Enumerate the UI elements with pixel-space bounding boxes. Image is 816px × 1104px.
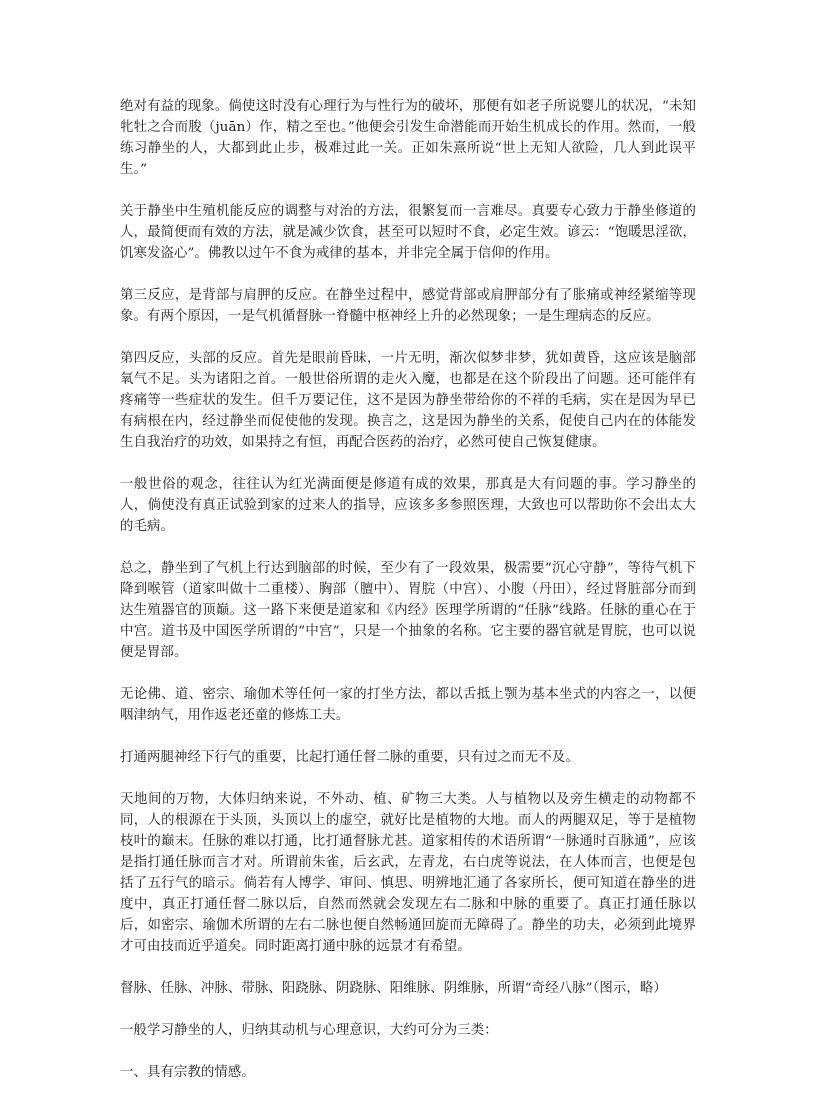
paragraph: 绝对有益的现象。倘使这时没有心理行为与性行为的破坏，那便有如老子所说婴儿的状况，“未知牝牡之合而朘（juān）作，精之至也。”他便会引发生命潜能而开始生机成长的作用。然而，一般练习静坐的人，大都到此止步，极难过此一关。正如朱熹所说“世上无知人欲险，几人到此误平生。” [120, 99, 696, 177]
paragraph: 天地间的万物，大体归纳来说，不外动、植、矿物三大类。人与植物以及旁生横走的动物都不同，人的根源在于头顶，头顶以上的虚空，就好比是植物的大地。而人的两腿双足，等于是植物枝叶的巅末。任脉的难以打通，比打通督脉尤甚。道家相传的术语所谓“一脉通时百脉通”，应该是指打通任脉而言才对。所谓前朱雀，后玄武，左青龙，右白虎等说法，在人体而言，也便是包括了五行气的暗示。倘若有人博学、审问、慎思、明辨地汇通了各家所长，便可知道在静坐的进度中，真正打通任督二脉以后，自然而然就会发现左右二脉和中脉的重要了。真正打通任脉以后，如密宗、瑜伽术所谓的左右二脉也便自然畅通回旋而无障碍了。静坐的功夫，必须到此境界才可由技而近乎道矣。同时距离打通中脉的远景才有希望。 [120, 792, 696, 954]
paragraph: 打通两腿神经下行气的重要，比起打通任督二脉的重要，只有过之而无不及。 [120, 750, 579, 765]
paragraph: 一、具有宗教的情感。 [120, 1065, 255, 1080]
paragraph: 第三反应，是背部与肩胛的反应。在静坐过程中，感觉背部或肩胛部分有了胀痛或神经紧缩等现象。有两个原因，一是气机循督脉一脊髓中枢神经上升的必然现象；一是生理病态的反应。 [120, 288, 696, 324]
paragraph: 一般学习静坐的人，归纳其动机与心理意识，大约可分为三类： [120, 1023, 498, 1038]
paragraph: 督脉、任脉、冲脉、带脉、阳跷脉、阴跷脉、阳维脉、阴维脉，所谓“奇经八脉”（图示，略） [120, 981, 667, 996]
paragraph: 第四反应，头部的反应。首先是眼前昏昧，一片无明，渐次似梦非梦，犹如黄昏，这应该是脑部氧气不足。头为诸阳之首。一般世俗所谓的走火入魔，也都是在这个阶段出了问题。还可能伴有疼痛等一些症状的发生。但千万要记住，这不是因为静坐带给你的不祥的毛病，实在是因为早已有病根在内，经过静坐而促使他的发现。换言之，这是因为静坐的关系，促使自己内在的体能发生自我治疗的功效，如果持之有恒，再配合医药的治疗，必然可使自己恢复健康。 [120, 351, 696, 450]
paragraph: 总之，静坐到了气机上行达到脑部的时候，至少有了一段效果，极需要“沉心守静”，等待气机下降到喉管（道家叫做十二重楼）、胸部（膻中）、胃脘（中宫）、小腹（丹田），经过肾脏部分而到达生殖器官的顶巅。这一路下来便是道家和《内经》医理学所谓的“任脉”线路。任脉的重心在于中宫。道书及中国医学所谓的“中宫”，只是一个抽象的名称。它主要的器官就是胃脘，也可以说便是胃部。 [120, 561, 696, 660]
document-body [120, 96, 696, 1104]
paragraph: 关于静坐中生殖机能反应的调整与对治的方法，很繁复而一言难尽。真要专心致力于静坐修道的人，最简便而有效的方法，就是减少饮食，甚至可以短时不食，必定生效。谚云：“饱暖思淫欲，饥寒发盗心”。佛教以过午不食为戒律的基本，并非完全属于信仰的作用。 [120, 204, 696, 261]
paragraph: 一般世俗的观念，往往认为红光满面便是修道有成的效果，那真是大有问题的事。学习静坐的人，倘使没有真正试验到家的过来人的指导，应该多多参照医理，大致也可以帮助你不会出太大的毛病。 [120, 477, 696, 534]
paragraph: 无论佛、道、密宗、瑜伽术等任何一家的打坐方法，都以舌抵上颚为基本坐式的内容之一，以便咽津纳气，用作返老还童的修炼工夫。 [120, 687, 696, 723]
